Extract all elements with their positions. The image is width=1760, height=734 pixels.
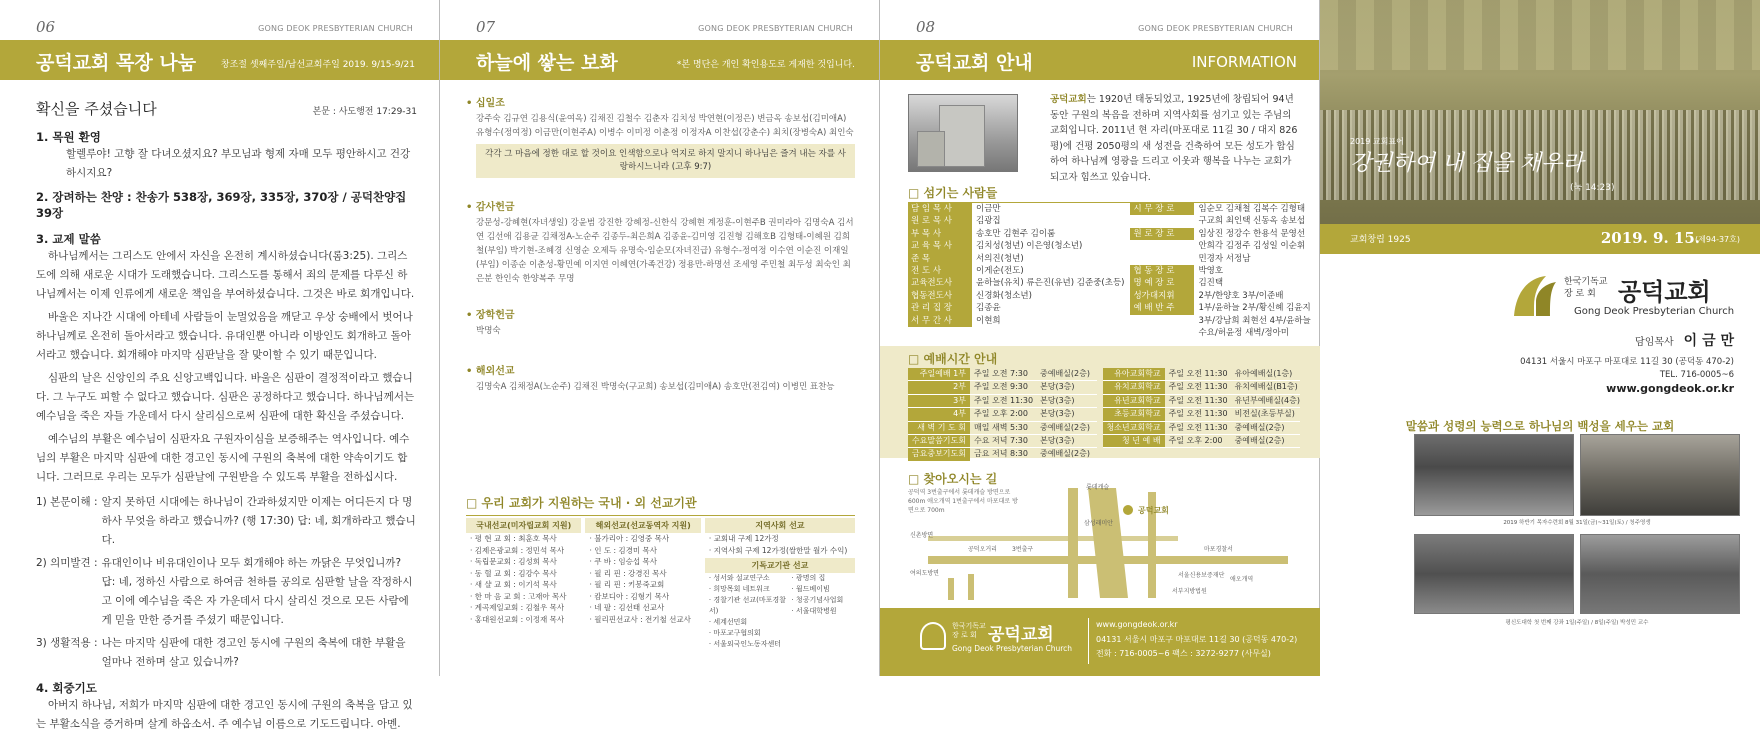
church-intro: 공덕교회는 1920년 태동되었고, 1925년에 창립되어 94년 동안 구원의 복음을 전하며 지역사회를 섬기고 있는 주님의 교회입니다. 2011년 현 자리(마포대로 11길 30 / 대지 826평)에 건평 2050평의 새 성전을 건축하여 모든 성도가 합심하여 하나님께 영광을 드리고 이웃과 행복을 나누는 교회가 되고자 힘쓰고 있습니다. xyxy=(1050,94,1298,183)
section-heading: 1. 목원 환영 xyxy=(36,130,101,144)
staff-row xyxy=(908,228,1124,240)
worship-place: 본당(3층) xyxy=(1040,436,1075,446)
page-06 xyxy=(0,0,440,730)
list-item: · 새 샬 교 회 : 이기석 목사 xyxy=(470,580,557,589)
page-08 xyxy=(880,0,1320,676)
staff-role xyxy=(1130,327,1194,339)
worship-place: 중예배실(2층) xyxy=(1040,449,1090,459)
mission-heading: • 해외선교 xyxy=(466,366,515,377)
tithe-names: 강주숙 김규연 김용식(윤여옥) 김채진 김철수 김춘자 김치성 박연현(이정은) 변금옥 송보섭(김미애A) 유형수(정여정) 이금만(이현주A) 이병수 이미정 이춘정 이정자A 이찬섭(강춘수) 최치(장병숙A) 최인숙 xyxy=(476,114,854,138)
staff-names: 신경화(청소년) xyxy=(976,290,1032,301)
staff-role xyxy=(1130,215,1194,227)
map-label: 롯데캐슬 xyxy=(1086,484,1110,491)
staff-row xyxy=(908,203,1124,215)
list-item: · 성서와 설교연구소 xyxy=(708,574,770,582)
date-bar xyxy=(1320,224,1760,254)
paragraph: 할렐루야! 고향 잘 다녀오셨지요? 부모님과 형제 자매 모두 평안하시고 건강하시지요? xyxy=(66,148,411,179)
page-title: 하늘에 쌓는 보화 xyxy=(476,52,618,74)
offering-content xyxy=(466,94,855,394)
footer-phone: 전화 : 716-0005~6 팩스 : 3272-9277 (사무실) xyxy=(1096,649,1271,658)
staff-row xyxy=(908,302,1124,314)
list-item: · 월드베이빔 xyxy=(791,585,830,593)
worship-row xyxy=(908,381,1097,394)
thanks-names: 강문성-강혜현(자녀생일) 강윤범 강진한 강혜정-신한식 강혜현 계정훈-이현주B 권미라아 김명숙A 김서연 김선애 김용균 김채정A-노순주 김종두-최은희A 김종윤-김미영 김진형 김해호B 김형태-이혜원 김희철(부임) 박기현-조혜경 신영순 오제득 유명숙-임순모(자녀진급) 유형수-정여정 이수연 이순진 이재일(부임) 이종순 이춘성-황민예 이지연 이혜연(가족건강) 정용만-하명선 조세영 주민철 최두성 최숙인 최은분 한인숙 한양복주 무명 xyxy=(476,218,854,284)
page-title: 공덕교회 안내 xyxy=(916,52,1033,74)
pastor-line: 담임목사 이 금 만 xyxy=(1635,333,1734,349)
staff-role xyxy=(1130,315,1194,327)
staff-row xyxy=(1130,240,1310,252)
staff-role: 준 목 xyxy=(908,253,972,265)
worship-place: 비전실(초등부실) xyxy=(1234,409,1295,419)
staff-role: 원 로 목 사 xyxy=(908,215,972,227)
worship-time: 주일 오전 7:30 xyxy=(974,369,1028,378)
list-item: · 홍대원선교회 : 이정재 목사 xyxy=(470,614,565,624)
list-item: · 필 리 핀 : 강경진 목사 xyxy=(589,568,667,578)
address-block: 04131 서울시 마포구 마포대로 11길 30 (공덕동 470-2) TEL. 716-0005~6 xyxy=(1520,357,1734,380)
footer-bar xyxy=(880,608,1320,676)
page-subtitle: *본 명단은 개인 확인용도로 게재한 것입니다. xyxy=(676,60,855,70)
staff-role xyxy=(1130,240,1194,252)
founded-label: 교회창립 1925 xyxy=(1350,235,1411,245)
staff-names: 임순모 김채철 김복수 김형태 xyxy=(1198,204,1306,214)
worship-name: 수요말씀기도회 xyxy=(908,435,970,447)
question: 2) 의미발견 : 유대인이나 비유대인이나 모두 회개해야 하는 까닭은 무엇입니까? 답: 네, 정하신 사람으로 하여금 천하를 공의로 심판할 날을 작정하시고 이에 예수님을 죽은 자 가운데서 다시 살리신 것으로 모든 사람에게 믿을 만한 증거를 주셨기 때문입니다. xyxy=(36,557,413,626)
denomination: 한국기독교 장 로 회 xyxy=(1564,277,1608,299)
church-logo-icon xyxy=(920,622,946,650)
worship-name: 2부 xyxy=(908,381,970,393)
worship-place: 중예배실(2층) xyxy=(1040,422,1090,432)
staff-role: 협동전도사 xyxy=(908,290,972,302)
church-header: GONG DEOK PRESBYTERIAN CHURCH xyxy=(258,24,413,33)
list-item: · 교회내 구제 12가정 xyxy=(708,534,779,543)
map-note: 공덕역 3번출구에서 롯데캐슬 방면으로 600m 애오개역 1번출구에서 마포대로 방면으로 700m xyxy=(908,489,1018,514)
list-item: · 네 팔 : 김선태 선교사 xyxy=(589,603,665,612)
tithe-heading: • 십일조 xyxy=(466,98,505,109)
staff-row xyxy=(1130,315,1310,327)
information-label: INFORMATION xyxy=(1191,53,1297,71)
mission-names: 김명숙A 김채정A(노순주) 김채진 박명숙(구교희) 송보섭(김미애A) 송호만(전김여) 이병민 표찬능 xyxy=(476,382,835,392)
page-07 xyxy=(440,0,880,676)
staff-row xyxy=(908,277,1124,289)
paragraph: 하나님께서는 그리스도 안에서 자신을 온전히 계시하셨습니다(롬3:25). 그리스도에 의해 새로운 시대가 도래했습니다. 그리스도를 통해서 죄의 문제를 다루신 하나님께서는 이제 인류에게 새로운 책임을 부여하셨습니다. 그것은 바로 회개입니다. xyxy=(36,250,415,300)
page-number: 07 xyxy=(476,18,496,36)
staff-names: 김진택 xyxy=(1198,278,1224,289)
list-item: · 독립문교회 : 김성희 목사 xyxy=(470,557,557,566)
worship-row xyxy=(1103,368,1300,381)
worship-name: 새 벽 기 도 회 xyxy=(908,422,970,434)
staff-row xyxy=(1130,277,1310,289)
staff-role: 명 예 장 로 xyxy=(1130,277,1194,289)
staff-row xyxy=(1130,290,1310,302)
worship-name: 초등교회학교 xyxy=(1103,408,1165,420)
section-heading: 3. 교제 말씀 xyxy=(36,232,101,246)
thanks-heading: • 감사헌금 xyxy=(466,202,515,213)
worship-row xyxy=(1103,381,1300,394)
retreat-photo-2 xyxy=(1580,434,1740,516)
list-item: · 서울외국인노동자센터 xyxy=(708,640,781,648)
worship-row xyxy=(1103,395,1300,408)
worship-place: 유년부예배실(4층) xyxy=(1234,395,1300,405)
worship-place: 본당(3층) xyxy=(1040,382,1075,392)
website-link[interactable]: www.gongdeok.or.kr xyxy=(1606,382,1734,395)
church-theme: 강권하여 내 집을 채우라 xyxy=(1350,151,1584,176)
staff-role: 교육전도사 xyxy=(908,277,972,289)
staff-row xyxy=(908,253,1124,265)
worship-name: 4부 xyxy=(908,408,970,420)
cover-page xyxy=(1320,0,1760,676)
staff-role: 성가대지휘 xyxy=(1130,290,1194,302)
list-item: · 희망목회 네트워크 xyxy=(708,585,770,593)
staff-names: 3부/강남희 최현선 4부/윤하늘 xyxy=(1198,315,1311,326)
worship-row xyxy=(1103,408,1300,421)
staff-role: 관 리 집 장 xyxy=(908,302,972,314)
worship-time: 주일 오후 2:00 xyxy=(1168,436,1223,446)
worship-place: 유치예배실(B1층) xyxy=(1234,382,1298,392)
worship-place: 본당(3층) xyxy=(1040,409,1075,419)
map-label: 마포경찰서 xyxy=(1204,546,1233,553)
footer-english-name: Gong Deok Presbyterian Church xyxy=(952,644,1073,653)
section-heading: 4. 회중기도 xyxy=(36,681,97,695)
list-item: · 불가리아 : 김영중 목사 xyxy=(589,534,670,543)
staff-names: 안희각 김정주 김성일 이순휘 xyxy=(1198,241,1306,252)
staff-names: 민경자 서정남 xyxy=(1198,253,1251,264)
staff-row xyxy=(908,315,1124,327)
worship-time: 주일 오전 9:30 xyxy=(974,382,1028,392)
map-label: 서울신용보증재단 xyxy=(1178,572,1225,579)
sermon-title: 확신을 주셨습니다 xyxy=(36,100,157,118)
worship-place: 중예배실(2층) xyxy=(1040,369,1090,378)
worship-time: 주일 오후 2:00 xyxy=(974,409,1028,419)
map-heading: □ 찾아오시는 길 xyxy=(908,472,998,486)
staff-row xyxy=(1130,327,1310,339)
location-map xyxy=(908,478,1300,602)
page-number: 06 xyxy=(36,18,56,36)
staff-names: 이현희 xyxy=(976,315,1001,326)
staff-names: 구교희 최인택 신동옥 송보섭 xyxy=(1198,216,1306,227)
staff-role xyxy=(1130,253,1194,265)
page-number: 08 xyxy=(916,18,936,36)
worship-name: 3부 xyxy=(908,395,970,407)
worship-time: 주일 오전 11:30 xyxy=(1168,422,1228,432)
list-item: · 마포교구협의회 xyxy=(708,629,761,637)
domestic-column: 국내선교(미자립교회 지원) · 평 현 교 회 : 최훈호 목사 · 김제은광교회 : 정민석 목사 · 독립문교회 : 김성희 목사 · 동 혈 교 회 : 김강수 목사 · 새 샬 교 회 : 이기석 목사 · 한 마 음 교 회 : 고재아 목사 · 계곡제일교회 : 김철우 목사 · 홍대원선교회 : 이정재 목사 xyxy=(466,518,581,650)
list-item: · 서울대학병원 xyxy=(791,607,837,615)
church-english-name: Gong Deok Presbyterian Church xyxy=(1574,306,1735,317)
staff-row xyxy=(1130,265,1310,277)
list-item: · 쿠 바 : 임승섭 목사 xyxy=(589,557,657,566)
map-church-label: 공덕교회 xyxy=(1138,506,1169,515)
community-column: 지역사회 선교 · 교회내 구제 12가정 · 지역사회 구제 12가정(쌀한말 월가 수익) 기독교기관 선교 · 성서와 설교연구소 · 희망목회 네트워크 · 경찰기관 선교(마포경찰서) · 세계선민회 · 마포교구협의회 · 서울외국인노동자센터 · 광명의 집 · 월드베이빔 · 청공기념사업회 · 서울대학병원 xyxy=(705,518,855,650)
list-item: · 필리핀선교사 : 전기철 선교사 xyxy=(589,614,691,624)
issue-number: (제94-37호) xyxy=(1695,235,1740,244)
lecture-photo-1 xyxy=(1414,534,1574,614)
worship-place: 유아예배실(1층) xyxy=(1234,369,1293,378)
paragraph: 예수님의 부활은 예수님이 심판자요 구원자이심을 보증해주는 역사입니다. 예수님의 부활은 마지막 심판에 대한 경고인 동시에 구원의 축복에 대한 약속이기도 합니다. 그러므로 우리는 모두가 심판날에 구원받을 수 있도록 부활을 전하십시다. xyxy=(36,433,410,483)
theme-year: 2019 교회표어 xyxy=(1350,137,1404,146)
list-item: · 인 도 : 김경미 목사 xyxy=(589,545,657,555)
list-item: · 동 혈 교 회 : 김강수 목사 xyxy=(470,568,557,578)
staff-role: 전 도 사 xyxy=(908,265,972,277)
worship-time: 매일 새벽 5:30 xyxy=(974,422,1028,432)
worship-name: 청소년교회학교 xyxy=(1103,422,1165,434)
church-name: 공덕교회 xyxy=(1618,278,1711,306)
worship-table xyxy=(908,368,1300,462)
staff-names: 김광집 xyxy=(976,216,1001,227)
staff-row xyxy=(908,290,1124,302)
staff-row xyxy=(908,265,1124,277)
staff-names: 1부/윤하늘 2부/황신혜 김윤지 xyxy=(1198,303,1311,314)
map-label: 신촌방면 xyxy=(910,532,934,539)
list-item: · 지역사회 구제 12가정(쌀한말 월가 수익) xyxy=(708,545,848,555)
scripture-ref: 본문 : 사도행전 17:29-31 xyxy=(312,107,417,117)
worship-row xyxy=(908,368,1097,381)
worship-name: 유치교회학교 xyxy=(1103,381,1165,393)
photo-caption-2: 평신도대학 첫 번째 강좌 1일(주일) / 8일(주일) 박성민 교수 xyxy=(1505,620,1649,626)
retreat-photo-1 xyxy=(1414,434,1574,516)
staff-role: 부 목 사 xyxy=(908,228,972,240)
worship-row xyxy=(908,395,1097,408)
list-item: · 세계선민회 xyxy=(708,618,748,626)
map-label: 서부지방법원 xyxy=(1172,588,1207,595)
worship-time: 주일 오전 11:30 xyxy=(1168,409,1228,419)
question: 1) 본문이해 : 알지 못하던 시대에는 하나님이 간과하셨지만 이제는 어디든지 다 명하사 무엇을 하라고 했습니까? (행 17:30) 답: 네, 회개하라고 했습니다. xyxy=(36,496,416,546)
worship-row xyxy=(908,435,1097,448)
church-building-photo xyxy=(908,94,1018,172)
map-label: 공덕오거리 xyxy=(968,546,997,553)
map-label: 삼성래미안 xyxy=(1084,520,1113,527)
staff-names: 서의진(청년) xyxy=(976,253,1024,264)
staff-names: 박영호 xyxy=(1198,266,1224,277)
worship-name: 청 년 예 배 xyxy=(1103,435,1165,447)
theme-reference: (눅 14:23) xyxy=(1570,183,1615,193)
paragraph: 아버지 하나님, 저희가 마지막 심판에 대한 경고인 동시에 구원의 축복을 담고 있는 부활소식을 증거하며 살게 하옵소서. 주 예수님 이름으로 기도드립니다. 아멘. xyxy=(36,699,413,730)
staff-row xyxy=(1130,228,1310,240)
church-header: GONG DEOK PRESBYTERIAN CHURCH xyxy=(698,24,853,33)
staff-role: 담 임 목 사 xyxy=(908,203,972,215)
worship-place: 중예배실(2층) xyxy=(1234,436,1285,446)
scholarship-heading: • 장학헌금 xyxy=(466,310,515,321)
lecture-photo-2 xyxy=(1580,534,1740,614)
overseas-column: 해외선교(선교동역자 지원) · 불가리아 : 김영중 목사 · 인 도 : 김경미 목사 · 쿠 바 : 임승섭 목사 · 필 리 핀 : 강경진 목사 · 필 리 핀 : 키봉죽교회 · 캄보디아 : 김형기 목사 · 네 팔 : 김선태 선교사 · 필리핀선교사 : 전기철 선교사 xyxy=(585,518,700,650)
worship-time: 주일 오전 11:30 xyxy=(1168,369,1228,378)
staff-names: 김치성(청년) 이은영(청소년) xyxy=(976,241,1083,252)
staff-heading: □ 섬기는 사람들 xyxy=(908,186,998,200)
church-logo-icon xyxy=(1510,272,1560,320)
support-section xyxy=(466,494,855,650)
staff-row xyxy=(1130,302,1310,314)
section-heading: 2. 장려하는 찬양 : 찬송가 538장, 369장, 335장, 370장 / 공덕찬양집 39장 xyxy=(36,190,407,220)
church-motto: 말씀과 성령의 능력으로 하나님의 백성을 세우는 교회 xyxy=(1405,419,1675,433)
staff-row xyxy=(908,215,1124,227)
staff-role: 예 배 반 주 xyxy=(1130,302,1194,314)
worship-row xyxy=(908,422,1097,435)
footer-url[interactable]: www.gongdeok.or.kr xyxy=(1096,620,1178,629)
list-item: · 광명의 집 xyxy=(791,574,826,582)
staff-names: 이게순(전도) xyxy=(976,266,1024,277)
sermon-content xyxy=(36,98,417,734)
church-header: GONG DEOK PRESBYTERIAN CHURCH xyxy=(1138,24,1293,33)
list-item: · 청공기념사업회 xyxy=(791,596,844,604)
worship-time: 주일 오전 11:30 xyxy=(1168,382,1228,392)
staff-role: 원 로 장 로 xyxy=(1130,228,1194,240)
staff-names: 이금만 xyxy=(976,204,1001,214)
staff-row xyxy=(908,240,1124,252)
worship-place: 중예배실(2층) xyxy=(1234,422,1285,432)
map-label: 애오개역 xyxy=(1230,576,1254,583)
congregation-photo xyxy=(1320,0,1760,250)
map-label: 3번출구 xyxy=(1012,546,1034,553)
question: 3) 생활적용 : 나는 마지막 심판에 대한 경고인 동시에 구원의 축복에 대한 부활을 얼마나 전하며 살고 있습니까? xyxy=(36,637,406,668)
staff-role: 협 동 장 로 xyxy=(1130,265,1194,277)
staff-role: 시 무 장 로 xyxy=(1130,203,1194,215)
worship-name: 유년교회학교 xyxy=(1103,395,1165,407)
worship-place: 본당(3층) xyxy=(1040,395,1075,405)
support-heading: □ 우리 교회가 지원하는 국내 · 외 선교기관 xyxy=(466,496,697,510)
list-item: · 평 현 교 회 : 최훈호 목사 xyxy=(470,534,557,543)
worship-time: 주일 오전 11:30 xyxy=(974,395,1034,405)
paragraph: 바울은 지나간 시대에 아테네 사람들이 눈멀었음을 깨닫고 우상 숭배에서 벗어나 하나님께로 온전히 돌아서라고 했습니다. 유대인뿐 아니라 이방인도 회개하고 돌아서라고 했습니다. 회개해야 마지막 심판날을 잘 맞이할 수 있기 때문입니다. xyxy=(36,311,413,361)
worship-row xyxy=(1103,422,1300,435)
paragraph: 심판의 날은 신앙인의 주요 신앙고백입니다. 바울은 심판이 결정적이라고 했습니다. 그 누구도 피할 수 없다고 했습니다. 심판은 공정하다고 했습니다. 하나님께서는 예수님을 죽은 자들 가운데서 다시 살리심으로써 심판에 대한 확신을 주셨습니다. xyxy=(36,372,415,422)
footer-denomination: 한국기독교 장 로 회 xyxy=(952,622,986,639)
staff-table xyxy=(908,202,1311,340)
bulletin-date: 2019. 9. 15. xyxy=(1600,229,1700,247)
worship-time: 금요 저녁 8:30 xyxy=(974,449,1028,459)
staff-names: 윤하늘(유치) 류은진(유년) 김준중(초등) xyxy=(976,278,1125,289)
staff-names: 수요/허윤정 새벽/정아미 xyxy=(1198,328,1290,339)
footer-address: 04131 서울시 마포구 마포대로 11길 30 (공덕동 470-2) xyxy=(1096,635,1298,644)
list-item: · 한 마 음 교 회 : 고재아 목사 xyxy=(470,591,567,601)
scholarship-names: 박명숙 xyxy=(476,326,501,336)
staff-row xyxy=(1130,215,1310,227)
worship-time: 수요 저녁 7:30 xyxy=(974,436,1028,446)
list-item: · 필 리 핀 : 키봉죽교회 xyxy=(589,580,665,589)
worship-row xyxy=(908,448,1097,461)
photo-caption-1: 2019 하반기 목자수련회 8월 31일(금)~31일(토) / 청주영생 xyxy=(1503,520,1651,526)
staff-row xyxy=(1130,203,1310,215)
worship-name: 금요중보기도회 xyxy=(908,448,970,460)
worship-name: 유아교회학교 xyxy=(1103,368,1165,380)
worship-name: 주일예배 1부 xyxy=(908,368,970,380)
worship-heading: □ 예배시간 안내 xyxy=(908,352,998,366)
page-title: 공덕교회 목장 나눔 xyxy=(36,52,197,74)
map-label: 여의도방면 xyxy=(910,570,939,577)
staff-role: 서 무 간 사 xyxy=(908,315,972,327)
worship-row xyxy=(908,408,1097,421)
footer-church-name: 공덕교회 xyxy=(988,625,1054,645)
list-item: · 캄보디아 : 김형기 목사 xyxy=(589,591,670,601)
staff-names: 2부/한양호 3부/이준배 xyxy=(1198,290,1284,301)
staff-names: 송호만 김현주 김이룸 xyxy=(976,228,1056,239)
verse-box: 각각 그 마음에 정한 대로 할 것이요 인색함으로나 억지로 하지 말지니 하나님은 즐겨 내는 자를 사랑하시느니라 (고후 9:7) xyxy=(476,144,855,178)
list-item: · 계곡제일교회 : 김철우 목사 xyxy=(470,603,565,612)
worship-time: 주일 오전 11:30 xyxy=(1168,395,1228,405)
staff-names: 김종윤 xyxy=(976,303,1001,314)
page-subtitle: 창조절 셋째주일/남선교회주일 2019. 9/15-9/21 xyxy=(220,60,415,70)
worship-row xyxy=(1103,435,1300,448)
staff-row xyxy=(1130,253,1310,265)
staff-role: 교 육 목 사 xyxy=(908,240,972,252)
staff-names: 임상진 정강수 한용석 문영선 xyxy=(1198,228,1306,239)
list-item: · 경찰기관 선교(마포경찰서) xyxy=(708,596,786,615)
list-item: · 김제은광교회 : 정민석 목사 xyxy=(470,545,565,555)
